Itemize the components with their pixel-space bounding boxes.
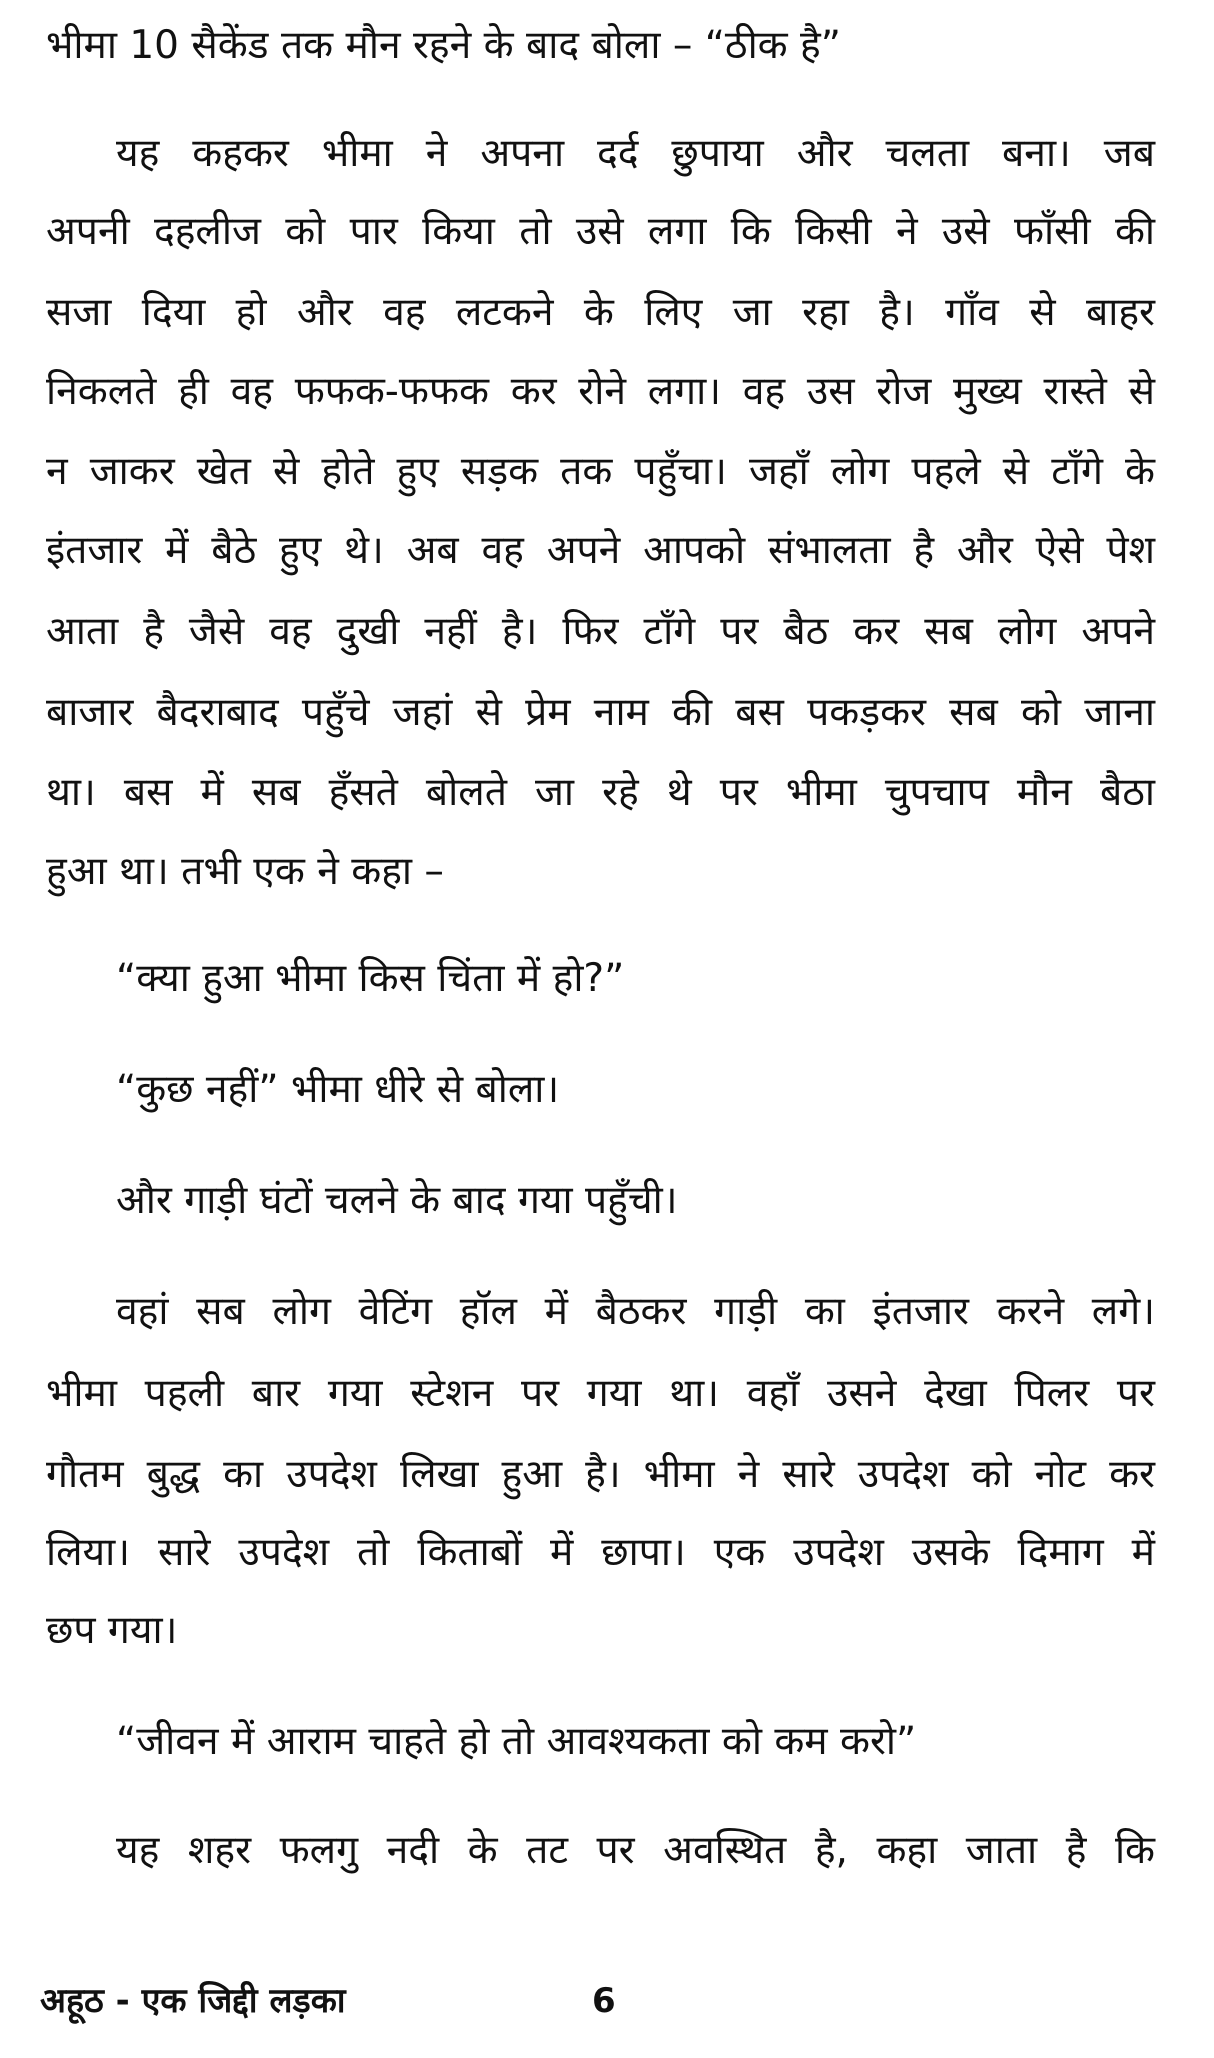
text-line: आता है जैसे वह दुखी नहीं है। फिर टाँगे पर बैठ कर सब लोग अपने <box>46 609 1155 654</box>
text-line: निकलते ही वह फफक-फफक कर रोने लगा। वह उस रोज मुख्य रास्ते से <box>46 369 1155 414</box>
text-line: वहां सब लोग वेटिंग हॉल में बैठकर गाड़ी का इंतजार करने लगे। <box>116 1289 1155 1334</box>
text-line: और गाड़ी घंटों चलने के बाद गया पहुँची। <box>116 1178 678 1223</box>
text-line: हुआ था। तभी एक ने कहा – <box>46 849 444 894</box>
text-line: सजा दिया हो और वह लटकने के लिए जा रहा है। गाँव से बाहर <box>46 290 1155 335</box>
text-line: भीमा पहली बार गया स्टेशन पर गया था। वहाँ उसने देखा पिलर पर <box>46 1371 1155 1416</box>
page-number: 6 <box>592 1981 616 2021</box>
text-line: छप गया। <box>46 1608 178 1653</box>
footer-book-title: अहूठ - एक जिद्दी लड़का <box>40 1981 346 2021</box>
quote-line: “जीवन में आराम चाहते हो तो आवश्यकता को कम करो” <box>116 1719 917 1764</box>
text-line: न जाकर खेत से होते हुए सड़क तक पहुँचा। जहाँ लोग पहले से टाँगे के <box>46 449 1155 494</box>
dialogue-line: “क्या हुआ भीमा किस चिंता में हो?” <box>116 956 625 1001</box>
text-line: भीमा 10 सैकेंड तक मौन रहने के बाद बोला – “ठीक है” <box>46 23 841 68</box>
text-line: लिया। सारे उपदेश तो किताबों में छापा। एक उपदेश उसके दिमाग में <box>46 1530 1155 1575</box>
text-line: इंतजार में बैठे हुए थे। अब वह अपने आपको संभालता है और ऐसे पेश <box>46 528 1155 573</box>
text-line: अपनी दहलीज को पार किया तो उसे लगा कि किसी ने उसे फाँसी की <box>46 209 1155 254</box>
text-line: गौतम बुद्ध का उपदेश लिखा हुआ है। भीमा ने सारे उपदेश को नोट कर <box>46 1452 1155 1497</box>
text-line: था। बस में सब हँसते बोलते जा रहे थे पर भीमा चुपचाप मौन बैठा <box>46 770 1155 815</box>
text-line: बाजार बैदराबाद पहुँचे जहां से प्रेम नाम की बस पकड़कर सब को जाना <box>46 690 1155 735</box>
text-line: यह कहकर भीमा ने अपना दर्द छुपाया और चलता बना। जब <box>116 131 1155 176</box>
dialogue-line: “कुछ नहीं” भीमा धीरे से बोला। <box>116 1067 560 1112</box>
text-line: यह शहर फलगु नदी के तट पर अवस्थित है, कहा जाता है कि <box>116 1828 1155 1873</box>
